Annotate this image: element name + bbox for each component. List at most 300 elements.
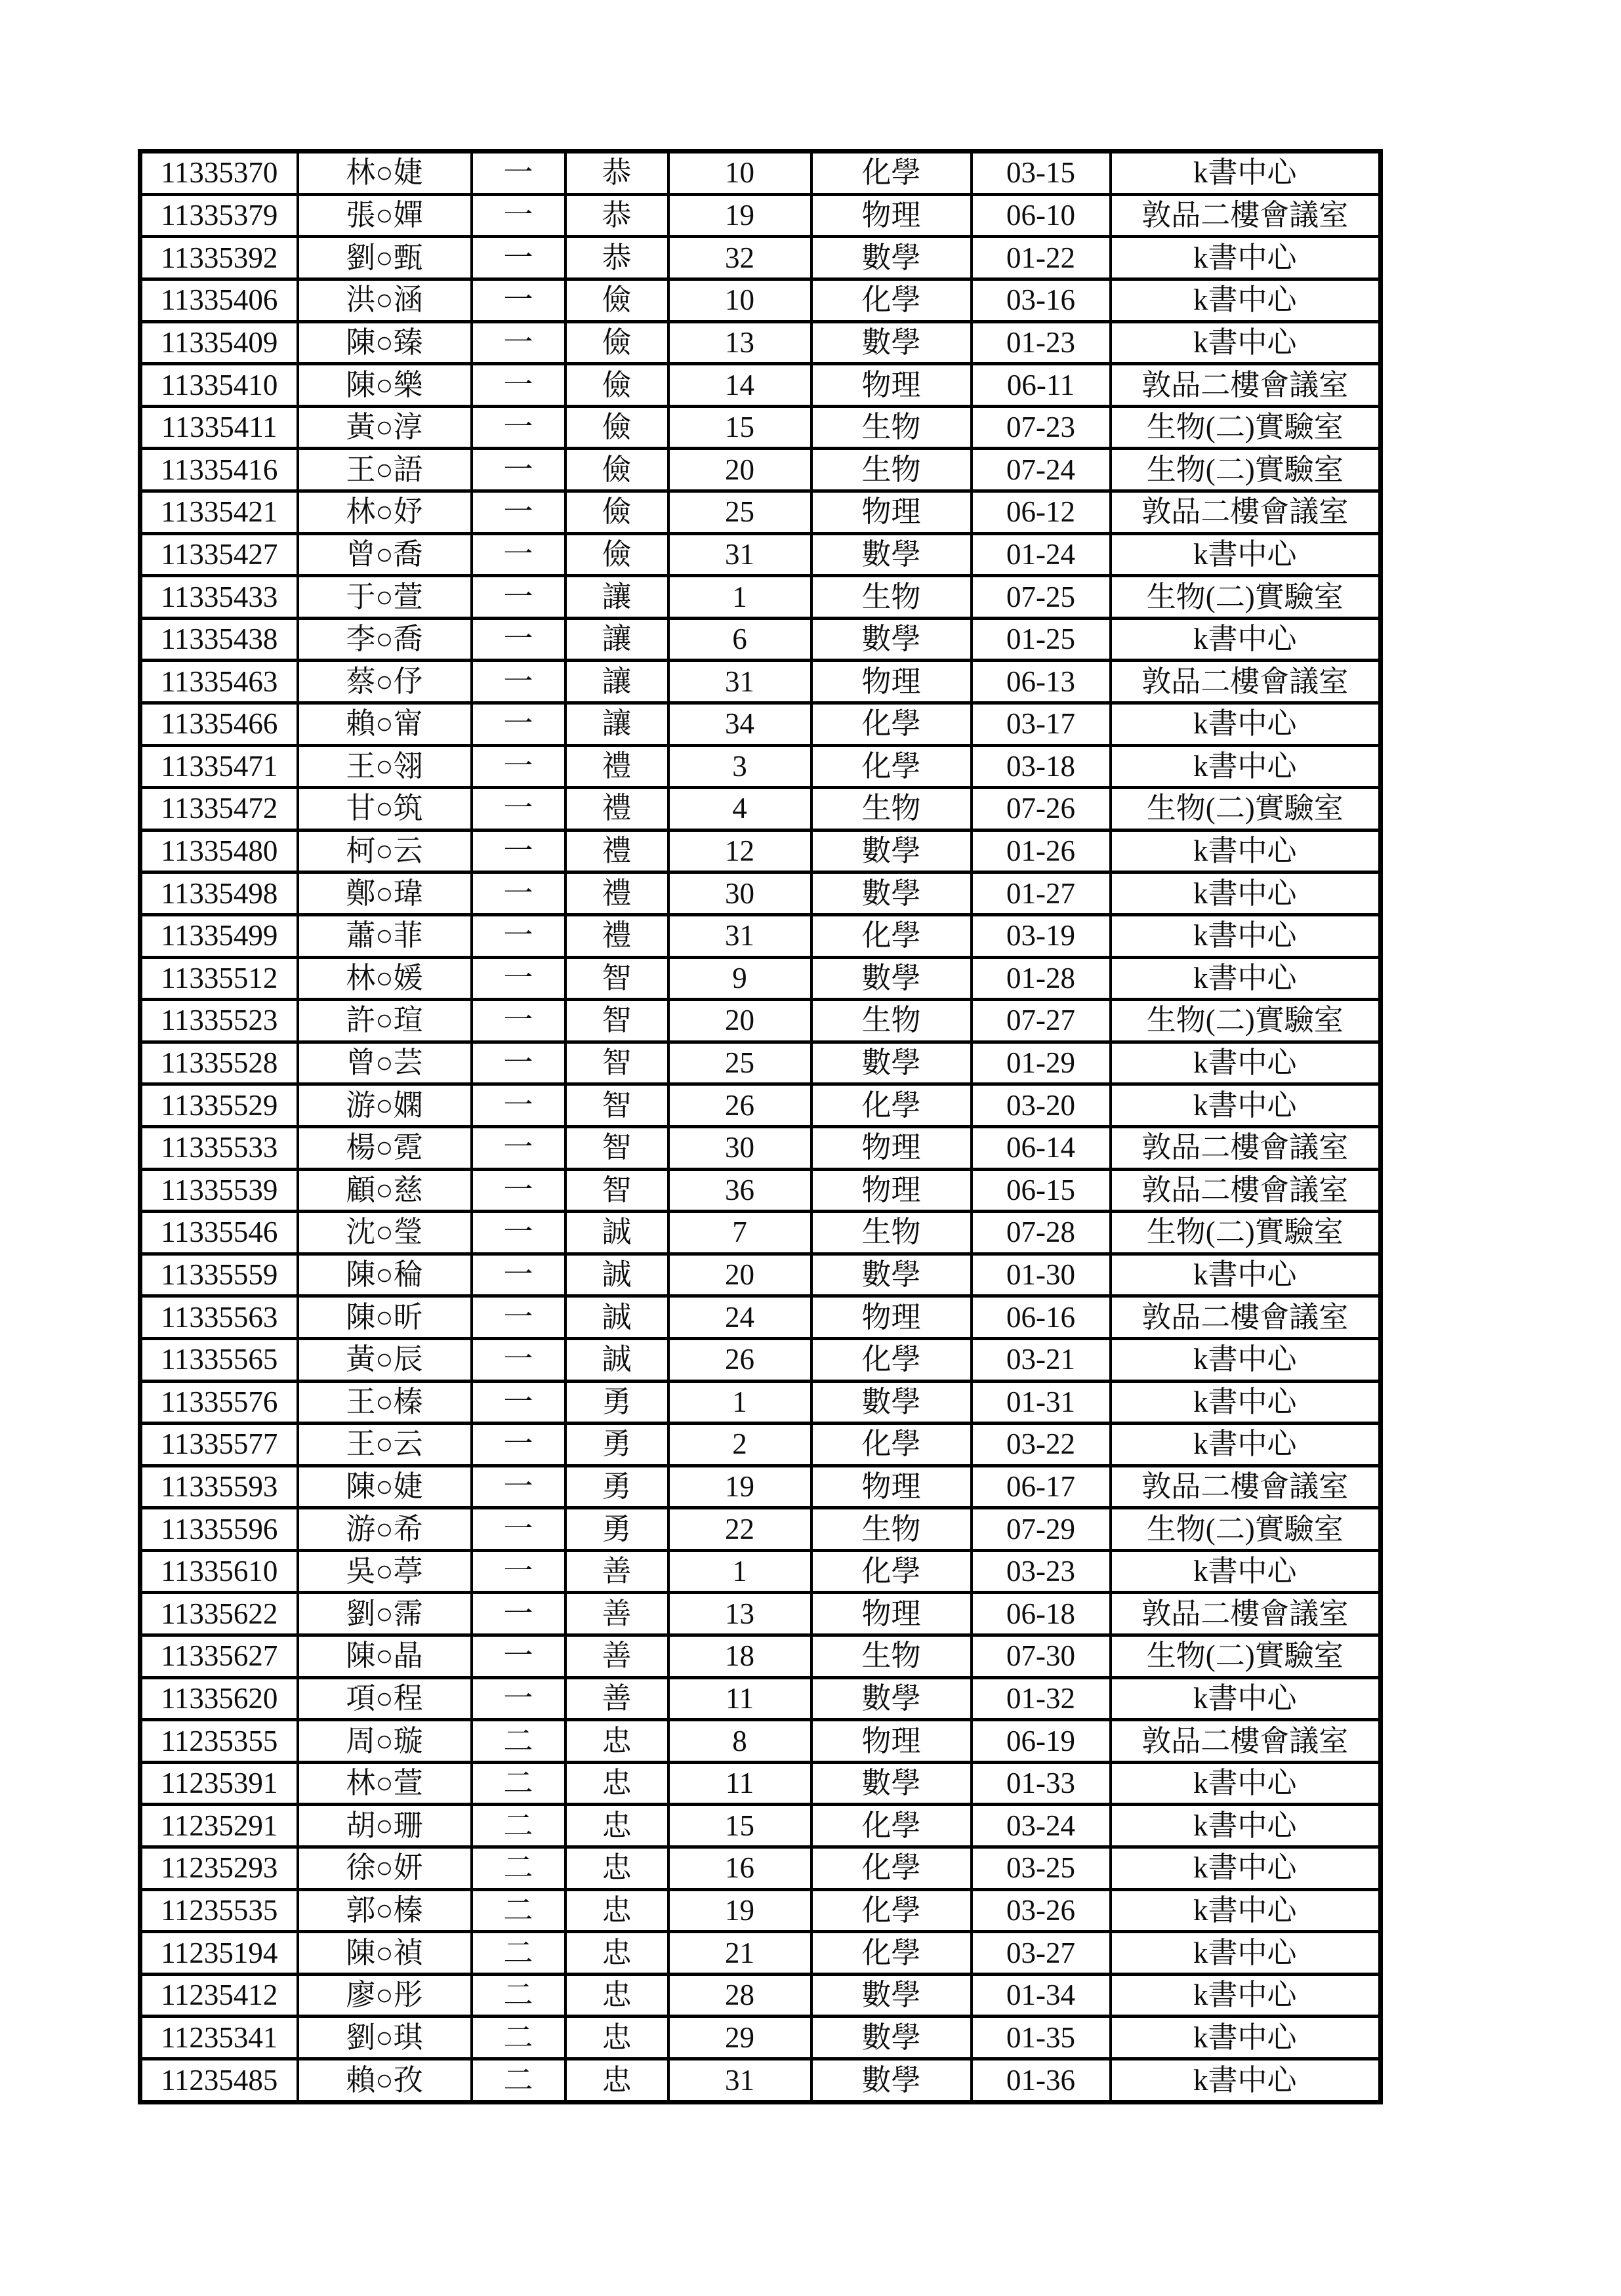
cell-student-id: 11335546 [140, 1212, 298, 1254]
cell-subject: 物理 [811, 1296, 972, 1339]
cell-subject: 化學 [811, 1847, 972, 1890]
table-row [140, 957, 1381, 1000]
table-row [140, 406, 1381, 449]
cell-location: 生物(二)實驗室 [1111, 1000, 1381, 1042]
table-row [140, 788, 1381, 830]
cell-subject: 化學 [811, 1550, 972, 1593]
cell-name: 徐○妍 [298, 1847, 472, 1890]
cell-location: k書中心 [1111, 1254, 1381, 1296]
table-row [140, 618, 1381, 661]
cell-session-code: 06-12 [972, 491, 1111, 534]
cell-location: k書中心 [1111, 1381, 1381, 1424]
cell-seat: 3 [668, 745, 811, 788]
cell-session-code: 06-11 [972, 364, 1111, 407]
cell-seat: 30 [668, 872, 811, 915]
cell-subject: 物理 [811, 1593, 972, 1635]
cell-grade: 一 [472, 194, 565, 237]
cell-location: 敦品二樓會議室 [1111, 364, 1381, 407]
cell-session-code: 06-13 [972, 661, 1111, 703]
cell-class: 儉 [565, 491, 668, 534]
cell-location: 生物(二)實驗室 [1111, 1212, 1381, 1254]
cell-class: 忠 [565, 1974, 668, 2017]
cell-class: 智 [565, 1084, 668, 1127]
cell-subject: 數學 [811, 1254, 972, 1296]
table-row [140, 533, 1381, 576]
table-row [140, 661, 1381, 703]
cell-name: 郭○榛 [298, 1889, 472, 1932]
cell-student-id: 11335620 [140, 1677, 298, 1720]
table-body [140, 152, 1381, 2102]
cell-location: 敦品二樓會議室 [1111, 1466, 1381, 1508]
cell-class: 儉 [565, 533, 668, 576]
cell-seat: 20 [668, 1000, 811, 1042]
cell-class: 忠 [565, 1847, 668, 1890]
cell-grade: 一 [472, 406, 565, 449]
cell-grade: 二 [472, 1847, 565, 1890]
cell-grade: 一 [472, 703, 565, 746]
cell-location: k書中心 [1111, 533, 1381, 576]
cell-student-id: 11335565 [140, 1338, 298, 1381]
cell-class: 恭 [565, 237, 668, 279]
cell-grade: 二 [472, 2059, 565, 2102]
cell-location: 敦品二樓會議室 [1111, 1296, 1381, 1339]
cell-subject: 化學 [811, 279, 972, 322]
cell-grade: 一 [472, 618, 565, 661]
table-row [140, 745, 1381, 788]
cell-name: 陳○昕 [298, 1296, 472, 1339]
cell-subject: 物理 [811, 661, 972, 703]
cell-location: 生物(二)實驗室 [1111, 576, 1381, 619]
cell-location: k書中心 [1111, 237, 1381, 279]
cell-name: 王○語 [298, 449, 472, 491]
table-row [140, 1805, 1381, 1847]
cell-seat: 31 [668, 661, 811, 703]
cell-grade: 一 [472, 152, 565, 195]
cell-subject: 生物 [811, 576, 972, 619]
cell-seat: 2 [668, 1424, 811, 1466]
cell-location: k書中心 [1111, 2017, 1381, 2059]
cell-subject: 物理 [811, 1720, 972, 1763]
cell-session-code: 07-27 [972, 1000, 1111, 1042]
cell-student-id: 11235355 [140, 1720, 298, 1763]
table-row [140, 1720, 1381, 1763]
cell-subject: 物理 [811, 491, 972, 534]
cell-seat: 19 [668, 1466, 811, 1508]
table-row [140, 1762, 1381, 1805]
table-row [140, 1042, 1381, 1084]
cell-student-id: 11235391 [140, 1762, 298, 1805]
cell-location: 生物(二)實驗室 [1111, 449, 1381, 491]
cell-class: 智 [565, 957, 668, 1000]
cell-seat: 29 [668, 2017, 811, 2059]
cell-class: 勇 [565, 1508, 668, 1551]
cell-seat: 28 [668, 1974, 811, 2017]
cell-location: k書中心 [1111, 1847, 1381, 1890]
table-row [140, 449, 1381, 491]
table-row [140, 1466, 1381, 1508]
cell-name: 劉○甄 [298, 237, 472, 279]
exam-assignment-table [138, 149, 1383, 2104]
cell-student-id: 11335410 [140, 364, 298, 407]
cell-class: 讓 [565, 618, 668, 661]
cell-location: k書中心 [1111, 914, 1381, 957]
cell-grade: 一 [472, 1466, 565, 1508]
cell-grade: 一 [472, 1508, 565, 1551]
cell-subject: 化學 [811, 1424, 972, 1466]
table-row [140, 1508, 1381, 1551]
cell-grade: 一 [472, 1126, 565, 1169]
cell-subject: 數學 [811, 872, 972, 915]
cell-subject: 數學 [811, 830, 972, 872]
cell-seat: 26 [668, 1338, 811, 1381]
table-row [140, 1677, 1381, 1720]
cell-subject: 數學 [811, 2017, 972, 2059]
cell-grade: 一 [472, 449, 565, 491]
cell-session-code: 03-25 [972, 1847, 1111, 1890]
cell-grade: 一 [472, 830, 565, 872]
cell-subject: 化學 [811, 745, 972, 788]
cell-class: 善 [565, 1677, 668, 1720]
cell-session-code: 03-23 [972, 1550, 1111, 1593]
cell-class: 智 [565, 1126, 668, 1169]
cell-seat: 20 [668, 449, 811, 491]
cell-seat: 9 [668, 957, 811, 1000]
cell-session-code: 01-34 [972, 1974, 1111, 2017]
cell-session-code: 06-15 [972, 1169, 1111, 1212]
table-row [140, 1381, 1381, 1424]
cell-class: 讓 [565, 703, 668, 746]
cell-seat: 31 [668, 2059, 811, 2102]
cell-location: 敦品二樓會議室 [1111, 1593, 1381, 1635]
cell-name: 周○璇 [298, 1720, 472, 1763]
cell-subject: 生物 [811, 406, 972, 449]
cell-student-id: 11335610 [140, 1550, 298, 1593]
cell-seat: 21 [668, 1932, 811, 1975]
cell-grade: 二 [472, 1720, 565, 1763]
cell-student-id: 11335379 [140, 194, 298, 237]
cell-subject: 數學 [811, 533, 972, 576]
cell-name: 曾○芸 [298, 1042, 472, 1084]
cell-class: 忠 [565, 2017, 668, 2059]
cell-seat: 6 [668, 618, 811, 661]
cell-grade: 二 [472, 1805, 565, 1847]
cell-class: 儉 [565, 406, 668, 449]
cell-class: 智 [565, 1169, 668, 1212]
cell-student-id: 11335577 [140, 1424, 298, 1466]
cell-location: k書中心 [1111, 957, 1381, 1000]
cell-grade: 一 [472, 533, 565, 576]
table-row [140, 1635, 1381, 1678]
cell-student-id: 11235341 [140, 2017, 298, 2059]
cell-location: k書中心 [1111, 1762, 1381, 1805]
cell-subject: 生物 [811, 1508, 972, 1551]
cell-grade: 一 [472, 1254, 565, 1296]
cell-session-code: 01-28 [972, 957, 1111, 1000]
cell-seat: 22 [668, 1508, 811, 1551]
cell-session-code: 01-30 [972, 1254, 1111, 1296]
cell-class: 善 [565, 1550, 668, 1593]
cell-session-code: 06-19 [972, 1720, 1111, 1763]
cell-grade: 一 [472, 237, 565, 279]
cell-name: 陳○稐 [298, 1254, 472, 1296]
cell-session-code: 01-27 [972, 872, 1111, 915]
cell-class: 儉 [565, 279, 668, 322]
cell-class: 勇 [565, 1466, 668, 1508]
table-row [140, 237, 1381, 279]
cell-location: k書中心 [1111, 2059, 1381, 2102]
cell-name: 陳○臻 [298, 321, 472, 364]
table-row [140, 1000, 1381, 1042]
cell-name: 顧○慈 [298, 1169, 472, 1212]
cell-subject: 數學 [811, 1381, 972, 1424]
cell-name: 陳○樂 [298, 364, 472, 407]
cell-session-code: 03-19 [972, 914, 1111, 957]
cell-location: 敦品二樓會議室 [1111, 1126, 1381, 1169]
cell-seat: 10 [668, 152, 811, 195]
cell-session-code: 03-16 [972, 279, 1111, 322]
cell-student-id: 11335411 [140, 406, 298, 449]
cell-location: k書中心 [1111, 1889, 1381, 1932]
cell-subject: 化學 [811, 1084, 972, 1127]
table-row [140, 914, 1381, 957]
cell-student-id: 11335499 [140, 914, 298, 957]
cell-grade: 一 [472, 321, 565, 364]
cell-grade: 一 [472, 914, 565, 957]
cell-session-code: 03-27 [972, 1932, 1111, 1975]
cell-location: k書中心 [1111, 830, 1381, 872]
cell-seat: 13 [668, 1593, 811, 1635]
cell-class: 儉 [565, 321, 668, 364]
cell-session-code: 01-22 [972, 237, 1111, 279]
cell-location: k書中心 [1111, 1424, 1381, 1466]
cell-name: 廖○彤 [298, 1974, 472, 2017]
cell-location: k書中心 [1111, 1042, 1381, 1084]
cell-seat: 8 [668, 1720, 811, 1763]
cell-seat: 10 [668, 279, 811, 322]
cell-seat: 1 [668, 576, 811, 619]
cell-subject: 化學 [811, 1932, 972, 1975]
cell-name: 甘○筑 [298, 788, 472, 830]
cell-name: 楊○霓 [298, 1126, 472, 1169]
cell-grade: 二 [472, 1889, 565, 1932]
cell-session-code: 01-36 [972, 2059, 1111, 2102]
cell-grade: 一 [472, 1212, 565, 1254]
cell-subject: 生物 [811, 1212, 972, 1254]
cell-subject: 化學 [811, 914, 972, 957]
cell-class: 禮 [565, 788, 668, 830]
cell-location: k書中心 [1111, 321, 1381, 364]
cell-class: 善 [565, 1635, 668, 1678]
cell-location: 生物(二)實驗室 [1111, 788, 1381, 830]
cell-grade: 一 [472, 364, 565, 407]
cell-session-code: 07-26 [972, 788, 1111, 830]
cell-session-code: 01-24 [972, 533, 1111, 576]
cell-location: k書中心 [1111, 618, 1381, 661]
cell-seat: 26 [668, 1084, 811, 1127]
cell-session-code: 01-25 [972, 618, 1111, 661]
cell-session-code: 01-23 [972, 321, 1111, 364]
cell-session-code: 03-26 [972, 1889, 1111, 1932]
cell-subject: 化學 [811, 1889, 972, 1932]
table-row [140, 1847, 1381, 1890]
cell-seat: 11 [668, 1677, 811, 1720]
cell-session-code: 07-28 [972, 1212, 1111, 1254]
table-row [140, 576, 1381, 619]
cell-name: 陳○禎 [298, 1932, 472, 1975]
cell-grade: 一 [472, 745, 565, 788]
cell-subject: 化學 [811, 152, 972, 195]
cell-class: 恭 [565, 194, 668, 237]
table-row [140, 364, 1381, 407]
cell-subject: 數學 [811, 1677, 972, 1720]
cell-name: 陳○晶 [298, 1635, 472, 1678]
cell-class: 誠 [565, 1338, 668, 1381]
cell-name: 林○萱 [298, 1762, 472, 1805]
cell-student-id: 11335539 [140, 1169, 298, 1212]
cell-seat: 20 [668, 1254, 811, 1296]
table-row [140, 1212, 1381, 1254]
cell-student-id: 11335480 [140, 830, 298, 872]
cell-student-id: 11335593 [140, 1466, 298, 1508]
cell-class: 勇 [565, 1381, 668, 1424]
cell-grade: 一 [472, 788, 565, 830]
cell-subject: 生物 [811, 449, 972, 491]
cell-session-code: 07-25 [972, 576, 1111, 619]
table-row [140, 1169, 1381, 1212]
cell-name: 王○云 [298, 1424, 472, 1466]
cell-seat: 32 [668, 237, 811, 279]
cell-subject: 數學 [811, 2059, 972, 2102]
cell-class: 禮 [565, 745, 668, 788]
cell-grade: 一 [472, 1424, 565, 1466]
cell-student-id: 11335627 [140, 1635, 298, 1678]
table-row [140, 703, 1381, 746]
cell-name: 黃○淳 [298, 406, 472, 449]
cell-subject: 數學 [811, 237, 972, 279]
cell-name: 陳○婕 [298, 1466, 472, 1508]
cell-name: 胡○珊 [298, 1805, 472, 1847]
cell-student-id: 11335471 [140, 745, 298, 788]
cell-subject: 數學 [811, 1974, 972, 2017]
cell-name: 吳○葶 [298, 1550, 472, 1593]
cell-name: 曾○喬 [298, 533, 472, 576]
cell-class: 儉 [565, 364, 668, 407]
cell-grade: 一 [472, 872, 565, 915]
cell-seat: 1 [668, 1550, 811, 1593]
cell-student-id: 11335576 [140, 1381, 298, 1424]
cell-subject: 數學 [811, 618, 972, 661]
cell-class: 恭 [565, 152, 668, 195]
cell-student-id: 11235485 [140, 2059, 298, 2102]
table-row [140, 1126, 1381, 1169]
cell-student-id: 11335512 [140, 957, 298, 1000]
cell-session-code: 01-26 [972, 830, 1111, 872]
table-row [140, 1932, 1381, 1975]
cell-name: 許○瑄 [298, 1000, 472, 1042]
cell-session-code: 03-21 [972, 1338, 1111, 1381]
table-row [140, 194, 1381, 237]
cell-subject: 數學 [811, 1762, 972, 1805]
cell-session-code: 01-32 [972, 1677, 1111, 1720]
cell-location: 敦品二樓會議室 [1111, 1169, 1381, 1212]
cell-session-code: 07-23 [972, 406, 1111, 449]
cell-subject: 化學 [811, 703, 972, 746]
cell-location: 敦品二樓會議室 [1111, 661, 1381, 703]
cell-name: 鄭○瑋 [298, 872, 472, 915]
cell-class: 智 [565, 1042, 668, 1084]
cell-seat: 1 [668, 1381, 811, 1424]
cell-class: 誠 [565, 1212, 668, 1254]
cell-seat: 24 [668, 1296, 811, 1339]
cell-location: 生物(二)實驗室 [1111, 406, 1381, 449]
cell-grade: 二 [472, 1974, 565, 2017]
cell-student-id: 11335438 [140, 618, 298, 661]
cell-seat: 30 [668, 1126, 811, 1169]
cell-student-id: 11335466 [140, 703, 298, 746]
cell-subject: 數學 [811, 1042, 972, 1084]
cell-location: k書中心 [1111, 1805, 1381, 1847]
table-row [140, 1084, 1381, 1127]
cell-session-code: 01-35 [972, 2017, 1111, 2059]
cell-student-id: 11235194 [140, 1932, 298, 1975]
cell-grade: 一 [472, 1000, 565, 1042]
cell-session-code: 03-17 [972, 703, 1111, 746]
cell-name: 沈○瑩 [298, 1212, 472, 1254]
table-row [140, 1254, 1381, 1296]
cell-location: k書中心 [1111, 1084, 1381, 1127]
table-row [140, 152, 1381, 195]
cell-location: k書中心 [1111, 1677, 1381, 1720]
cell-class: 忠 [565, 1932, 668, 1975]
cell-session-code: 07-29 [972, 1508, 1111, 1551]
cell-name: 林○妤 [298, 491, 472, 534]
cell-location: k書中心 [1111, 1338, 1381, 1381]
cell-session-code: 03-18 [972, 745, 1111, 788]
cell-grade: 一 [472, 661, 565, 703]
cell-grade: 一 [472, 1677, 565, 1720]
cell-subject: 物理 [811, 364, 972, 407]
cell-name: 李○喬 [298, 618, 472, 661]
cell-location: 敦品二樓會議室 [1111, 491, 1381, 534]
cell-student-id: 11335472 [140, 788, 298, 830]
cell-class: 禮 [565, 830, 668, 872]
cell-subject: 生物 [811, 788, 972, 830]
table-row [140, 1424, 1381, 1466]
cell-student-id: 11335433 [140, 576, 298, 619]
cell-grade: 一 [472, 1084, 565, 1127]
cell-seat: 19 [668, 194, 811, 237]
cell-student-id: 11335529 [140, 1084, 298, 1127]
cell-student-id: 11235535 [140, 1889, 298, 1932]
cell-session-code: 06-14 [972, 1126, 1111, 1169]
cell-session-code: 06-10 [972, 194, 1111, 237]
cell-name: 賴○孜 [298, 2059, 472, 2102]
cell-seat: 31 [668, 914, 811, 957]
cell-class: 忠 [565, 1889, 668, 1932]
cell-class: 智 [565, 1000, 668, 1042]
cell-seat: 19 [668, 1889, 811, 1932]
table-row [140, 1889, 1381, 1932]
cell-student-id: 11335392 [140, 237, 298, 279]
table-row [140, 872, 1381, 915]
cell-grade: 一 [472, 1169, 565, 1212]
cell-student-id: 11335533 [140, 1126, 298, 1169]
cell-student-id: 11335523 [140, 1000, 298, 1042]
cell-session-code: 06-16 [972, 1296, 1111, 1339]
cell-seat: 7 [668, 1212, 811, 1254]
table-row [140, 2017, 1381, 2059]
cell-name: 于○萱 [298, 576, 472, 619]
